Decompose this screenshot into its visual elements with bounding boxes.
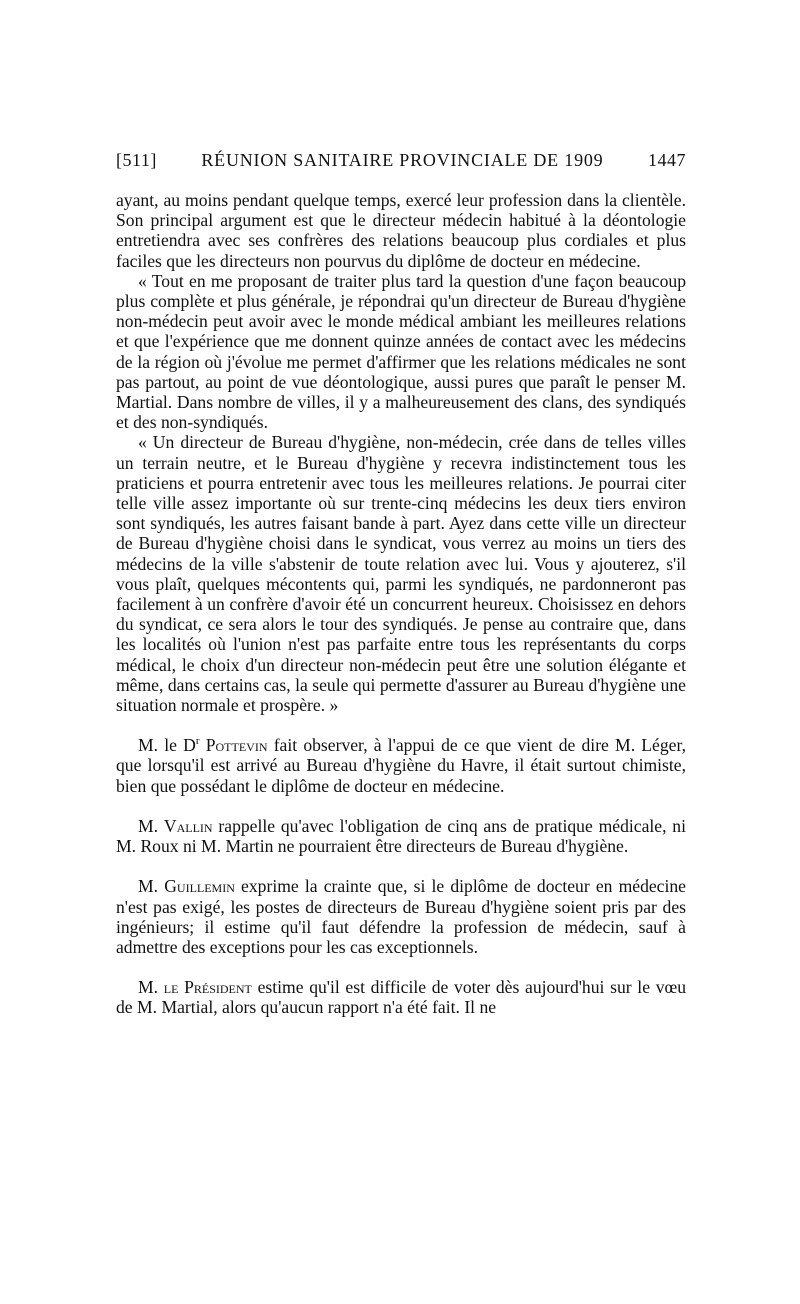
speaker-name: Vallin bbox=[163, 815, 213, 836]
running-title: RÉUNION SANITAIRE PROVINCIALE DE 1909 bbox=[201, 150, 604, 170]
speech-text: fait observer, à l'appui de ce que vient de dire M. Léger, que lorsqu'il est arrivé au Bureau d'hygiène du Havre, il était surtout chimiste, bien que possédant le diplôme de docteur en médecine. bbox=[116, 735, 687, 796]
page-number: 1447 bbox=[648, 150, 686, 170]
paragraph-guillemin bbox=[116, 876, 686, 957]
running-header bbox=[116, 150, 686, 180]
speech-text: estime qu'il est difficile de voter dès aujourd'hui sur le vœu de M. Martial, alors qu'aucun rapport n'a été fait. Il ne bbox=[116, 977, 686, 1018]
speaker-name: le Président bbox=[163, 977, 252, 998]
title-superscript: r bbox=[195, 735, 200, 748]
speaker-name: Pottevin bbox=[205, 735, 268, 756]
paragraph-quote-1: « Tout en me proposant de traiter plus tard la question d'une façon beaucoup plus complète et plus générale, je répondrai qu'un directeur de Bureau d'hygiène non-médecin peut avoir avec le monde médical ambiant les meilleures relations et que l'expérience que me donnent quinze années de contact avec les médecins de la région où j'évolue me permet d'affirmer que les relations médicales ne sont pas partout, au point de vue déontologique, aussi pures que paraît le penser M. Martial. Dans nombre de villes, il y a malheureusement des clans, des syndiqués et des non-syndiqués. bbox=[116, 270, 686, 433]
body-text bbox=[116, 190, 686, 1018]
document-page bbox=[116, 150, 686, 1018]
speech-text: rappelle qu'avec l'obligation de cinq ans de pratique médicale, ni M. Roux ni M. Martin ne pourraient être directeurs de Bureau d'hygiène. bbox=[116, 815, 686, 857]
speech-text: exprime la crainte que, si le diplôme de docteur en médecine n'est pas exigé, les postes de directeurs de Bureau d'hygiène soient pris par des ingénieurs; il estime qu'il faut défendre la profession de médecin, sauf à admettre des exceptions pour les cas exceptionnels. bbox=[116, 876, 686, 957]
speaker-prefix: M. bbox=[138, 815, 164, 836]
speaker-prefix: M. bbox=[138, 876, 165, 897]
paragraph-vallin bbox=[116, 816, 686, 856]
speaker-name: Guillemin bbox=[164, 876, 235, 897]
page-reference: [511] bbox=[116, 150, 157, 170]
paragraph-president bbox=[116, 977, 686, 1017]
speaker-prefix: M. bbox=[138, 977, 164, 998]
paragraph-quote-2: « Un directeur de Bureau d'hygiène, non-médecin, crée dans de telles villes un terrain neutre, et le Bureau d'hygiène y recevra indistinctement tous les praticiens et pourra entretenir avec tous les meilleures relations. Je pourrai citer telle ville assez importante où sur trente-cinq médecins les deux tiers environ sont syndiqués, les autres faisant bande à part. Ayez dans cette ville un directeur de Bureau d'hygiène choisi dans le syndicat, vous verrez au moins un tiers des médecins de la ville s'abstenir de toute relation avec lui. Vous y ajouterez, s'il vous plaît, quelques mécontents qui, parmi les syndiqués, ne pardonneront pas facilement à un confrère d'avoir été un concurrent heureux. Choisissez en dehors du syndicat, ce sera alors le tour des syndiqués. Je pense au contraire que, dans les localités où l'union n'est pas parfaite entre tous les représentants du corps médical, le choix d'un directeur non-médecin peut être une solution élégante et même, dans certains cas, la seule qui permette d'assurer au Bureau d'hygiène une situation normale et prospère. » bbox=[116, 432, 686, 716]
paragraph-pottevin bbox=[116, 735, 686, 796]
paragraph-continuation: ayant, au moins pendant quelque temps, exercé leur profession dans la clientèle. Son principal argument est que le directeur médecin habitué à la déontologie entretiendra avec ses confrères des relations beaucoup plus cordiales et plus faciles que les directeurs non pourvus du diplôme de docteur en médecine. bbox=[116, 190, 686, 271]
speaker-prefix: M. le D bbox=[138, 735, 196, 756]
